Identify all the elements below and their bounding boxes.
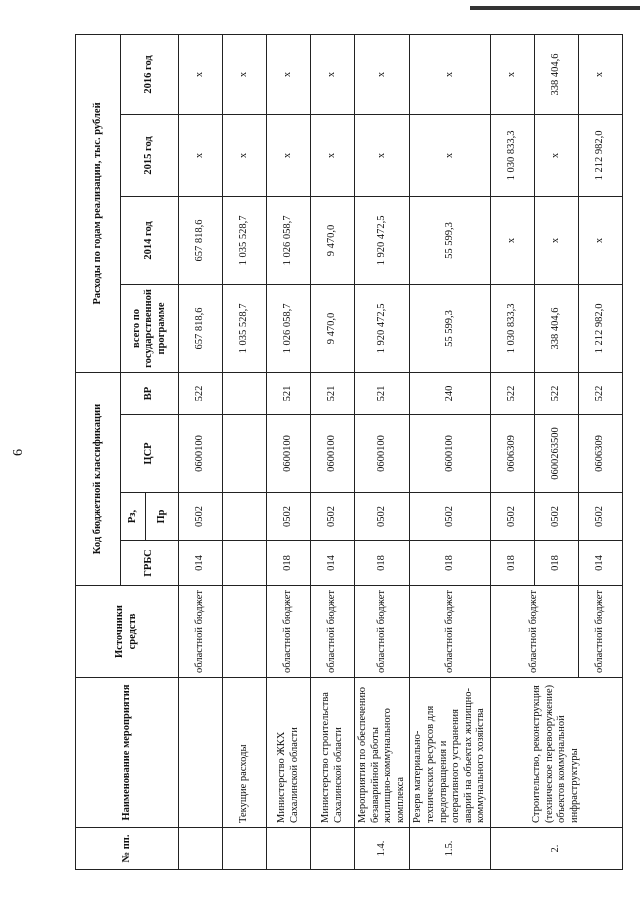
cell-csr: 0606309 xyxy=(578,415,622,493)
cell-rzpr: 0502 xyxy=(490,493,534,541)
cell-total: 1 026 058,7 xyxy=(267,284,311,372)
table-row xyxy=(267,34,311,869)
header-csr: ЦСР xyxy=(121,415,179,493)
cell-num xyxy=(267,828,311,870)
cell-num: 1.5. xyxy=(410,828,491,870)
cell-csr: 0600100 xyxy=(410,415,491,493)
cell-2016: 338 404,6 xyxy=(534,34,578,114)
cell-total: 1 035 528,7 xyxy=(223,284,267,372)
cell-rzpr xyxy=(223,493,267,541)
cell-2015: x xyxy=(410,114,491,196)
cell-source: областной бюджет xyxy=(355,586,410,678)
header-grbs: ГРБС xyxy=(121,541,179,586)
cell-total: 1 030 833,3 xyxy=(490,284,534,372)
header-2015: 2015 год xyxy=(121,114,179,196)
cell-csr: 0600100 xyxy=(311,415,355,493)
cell-2016: x xyxy=(223,34,267,114)
cell-csr: 0600100 xyxy=(355,415,410,493)
cell-total: 1 212 982,0 xyxy=(578,284,622,372)
cell-2014: 1 035 528,7 xyxy=(223,196,267,284)
cell-2015: 1 030 833,3 xyxy=(490,114,534,196)
cell-grbs: 018 xyxy=(355,541,410,586)
cell-vr: 522 xyxy=(534,372,578,414)
header-sources: Источники средств xyxy=(76,586,179,678)
cell-csr: 0606309 xyxy=(490,415,534,493)
cell-grbs: 014 xyxy=(578,541,622,586)
cell-csr: 0600100 xyxy=(179,415,223,493)
header-2016: 2016 год xyxy=(121,34,179,114)
cell-2015: x xyxy=(267,114,311,196)
cell-total: 1 920 472,5 xyxy=(355,284,410,372)
cell-num xyxy=(223,828,267,870)
cell-2014: 1 026 058,7 xyxy=(267,196,311,284)
cell-vr: 521 xyxy=(355,372,410,414)
cell-csr xyxy=(223,415,267,493)
cell-total: 55 599,3 xyxy=(410,284,491,372)
header-pr: Пр xyxy=(146,493,179,541)
cell-name: Строительство, реконструкция (техническое перевооружение) объектов коммунальной инфраструктуры xyxy=(490,678,622,828)
cell-source: областной бюджет xyxy=(410,586,491,678)
header-name: Наименование мероприятия xyxy=(76,678,179,828)
cell-rzpr: 0502 xyxy=(179,493,223,541)
cell-rzpr: 0502 xyxy=(578,493,622,541)
header-expenses-group: Расходы по годам реализации, тыс. рублей xyxy=(76,34,121,372)
cell-vr xyxy=(223,372,267,414)
table-row xyxy=(355,34,410,869)
cell-2016: x xyxy=(311,34,355,114)
cell-2014: x xyxy=(490,196,534,284)
header-total: всего по государственной программе xyxy=(121,284,179,372)
header-rz: Рз, xyxy=(121,493,146,541)
cell-2014: 55 599,3 xyxy=(410,196,491,284)
header-vr: ВР xyxy=(121,372,179,414)
cell-name: Министерство строительства Сахалинской области xyxy=(311,678,355,828)
cell-vr: 521 xyxy=(311,372,355,414)
cell-vr: 522 xyxy=(490,372,534,414)
cell-grbs: 018 xyxy=(490,541,534,586)
cell-2014: 1 920 472,5 xyxy=(355,196,410,284)
cell-2015: x xyxy=(534,114,578,196)
cell-name: Резерв материально-технических ресурсов для предотвращения и оперативного устранения аварий на объектах жилищно-коммунального хозяйства xyxy=(410,678,491,828)
cell-source xyxy=(223,586,267,678)
header-2014: 2014 год xyxy=(121,196,179,284)
cell-total: 9 470,0 xyxy=(311,284,355,372)
table-row xyxy=(179,34,223,869)
cell-2016: x xyxy=(267,34,311,114)
cell-2015: 1 212 982,0 xyxy=(578,114,622,196)
cell-grbs: 014 xyxy=(311,541,355,586)
cell-total: 657 818,6 xyxy=(179,284,223,372)
header-code-group: Код бюджетной классификации xyxy=(76,372,121,585)
cell-2015: x xyxy=(355,114,410,196)
cell-2014: 657 818,6 xyxy=(179,196,223,284)
budget-table xyxy=(75,34,623,870)
cell-2015: x xyxy=(223,114,267,196)
cell-source: областной бюджет xyxy=(267,586,311,678)
cell-source: областной бюджет xyxy=(490,586,578,678)
cell-2016: x xyxy=(179,34,223,114)
cell-grbs: 018 xyxy=(267,541,311,586)
cell-source: областной бюджет xyxy=(578,586,622,678)
cell-2015: x xyxy=(311,114,355,196)
cell-name: Мероприятия по обеспечению безаварийной работы жилищно-коммунального комплекса xyxy=(355,678,410,828)
cell-name: Текущие расходы xyxy=(223,678,267,828)
top-rule xyxy=(470,6,640,10)
cell-rzpr: 0502 xyxy=(311,493,355,541)
cell-2016: x xyxy=(355,34,410,114)
cell-total: 338 404,6 xyxy=(534,284,578,372)
table-row xyxy=(311,34,355,869)
cell-vr: 240 xyxy=(410,372,491,414)
cell-name: Министерство ЖКХ Сахалинской области xyxy=(267,678,311,828)
cell-2014: 9 470,0 xyxy=(311,196,355,284)
cell-rzpr: 0502 xyxy=(355,493,410,541)
cell-grbs: 018 xyxy=(410,541,491,586)
table-row xyxy=(490,34,534,869)
cell-grbs: 018 xyxy=(534,541,578,586)
cell-2016: x xyxy=(578,34,622,114)
cell-csr: 0600263500 xyxy=(534,415,578,493)
cell-rzpr: 0502 xyxy=(410,493,491,541)
rotated-page xyxy=(11,35,623,870)
cell-num xyxy=(179,828,223,870)
cell-2014: x xyxy=(534,196,578,284)
table-row xyxy=(410,34,491,869)
cell-rzpr: 0502 xyxy=(267,493,311,541)
cell-num: 1.4. xyxy=(355,828,410,870)
cell-2016: x xyxy=(410,34,491,114)
cell-csr: 0600100 xyxy=(267,415,311,493)
header-num: № пп. xyxy=(76,828,179,870)
cell-num xyxy=(311,828,355,870)
cell-2016: x xyxy=(490,34,534,114)
cell-2015: x xyxy=(179,114,223,196)
cell-vr: 522 xyxy=(578,372,622,414)
cell-name xyxy=(179,678,223,828)
cell-source: областной бюджет xyxy=(311,586,355,678)
table-row xyxy=(223,34,267,869)
cell-num: 2. xyxy=(490,828,622,870)
cell-vr: 521 xyxy=(267,372,311,414)
cell-grbs: 014 xyxy=(179,541,223,586)
cell-rzpr: 0502 xyxy=(534,493,578,541)
cell-2014: x xyxy=(578,196,622,284)
cell-grbs xyxy=(223,541,267,586)
page-number: 6 xyxy=(11,449,26,456)
cell-vr: 522 xyxy=(179,372,223,414)
cell-source: областной бюджет xyxy=(179,586,223,678)
